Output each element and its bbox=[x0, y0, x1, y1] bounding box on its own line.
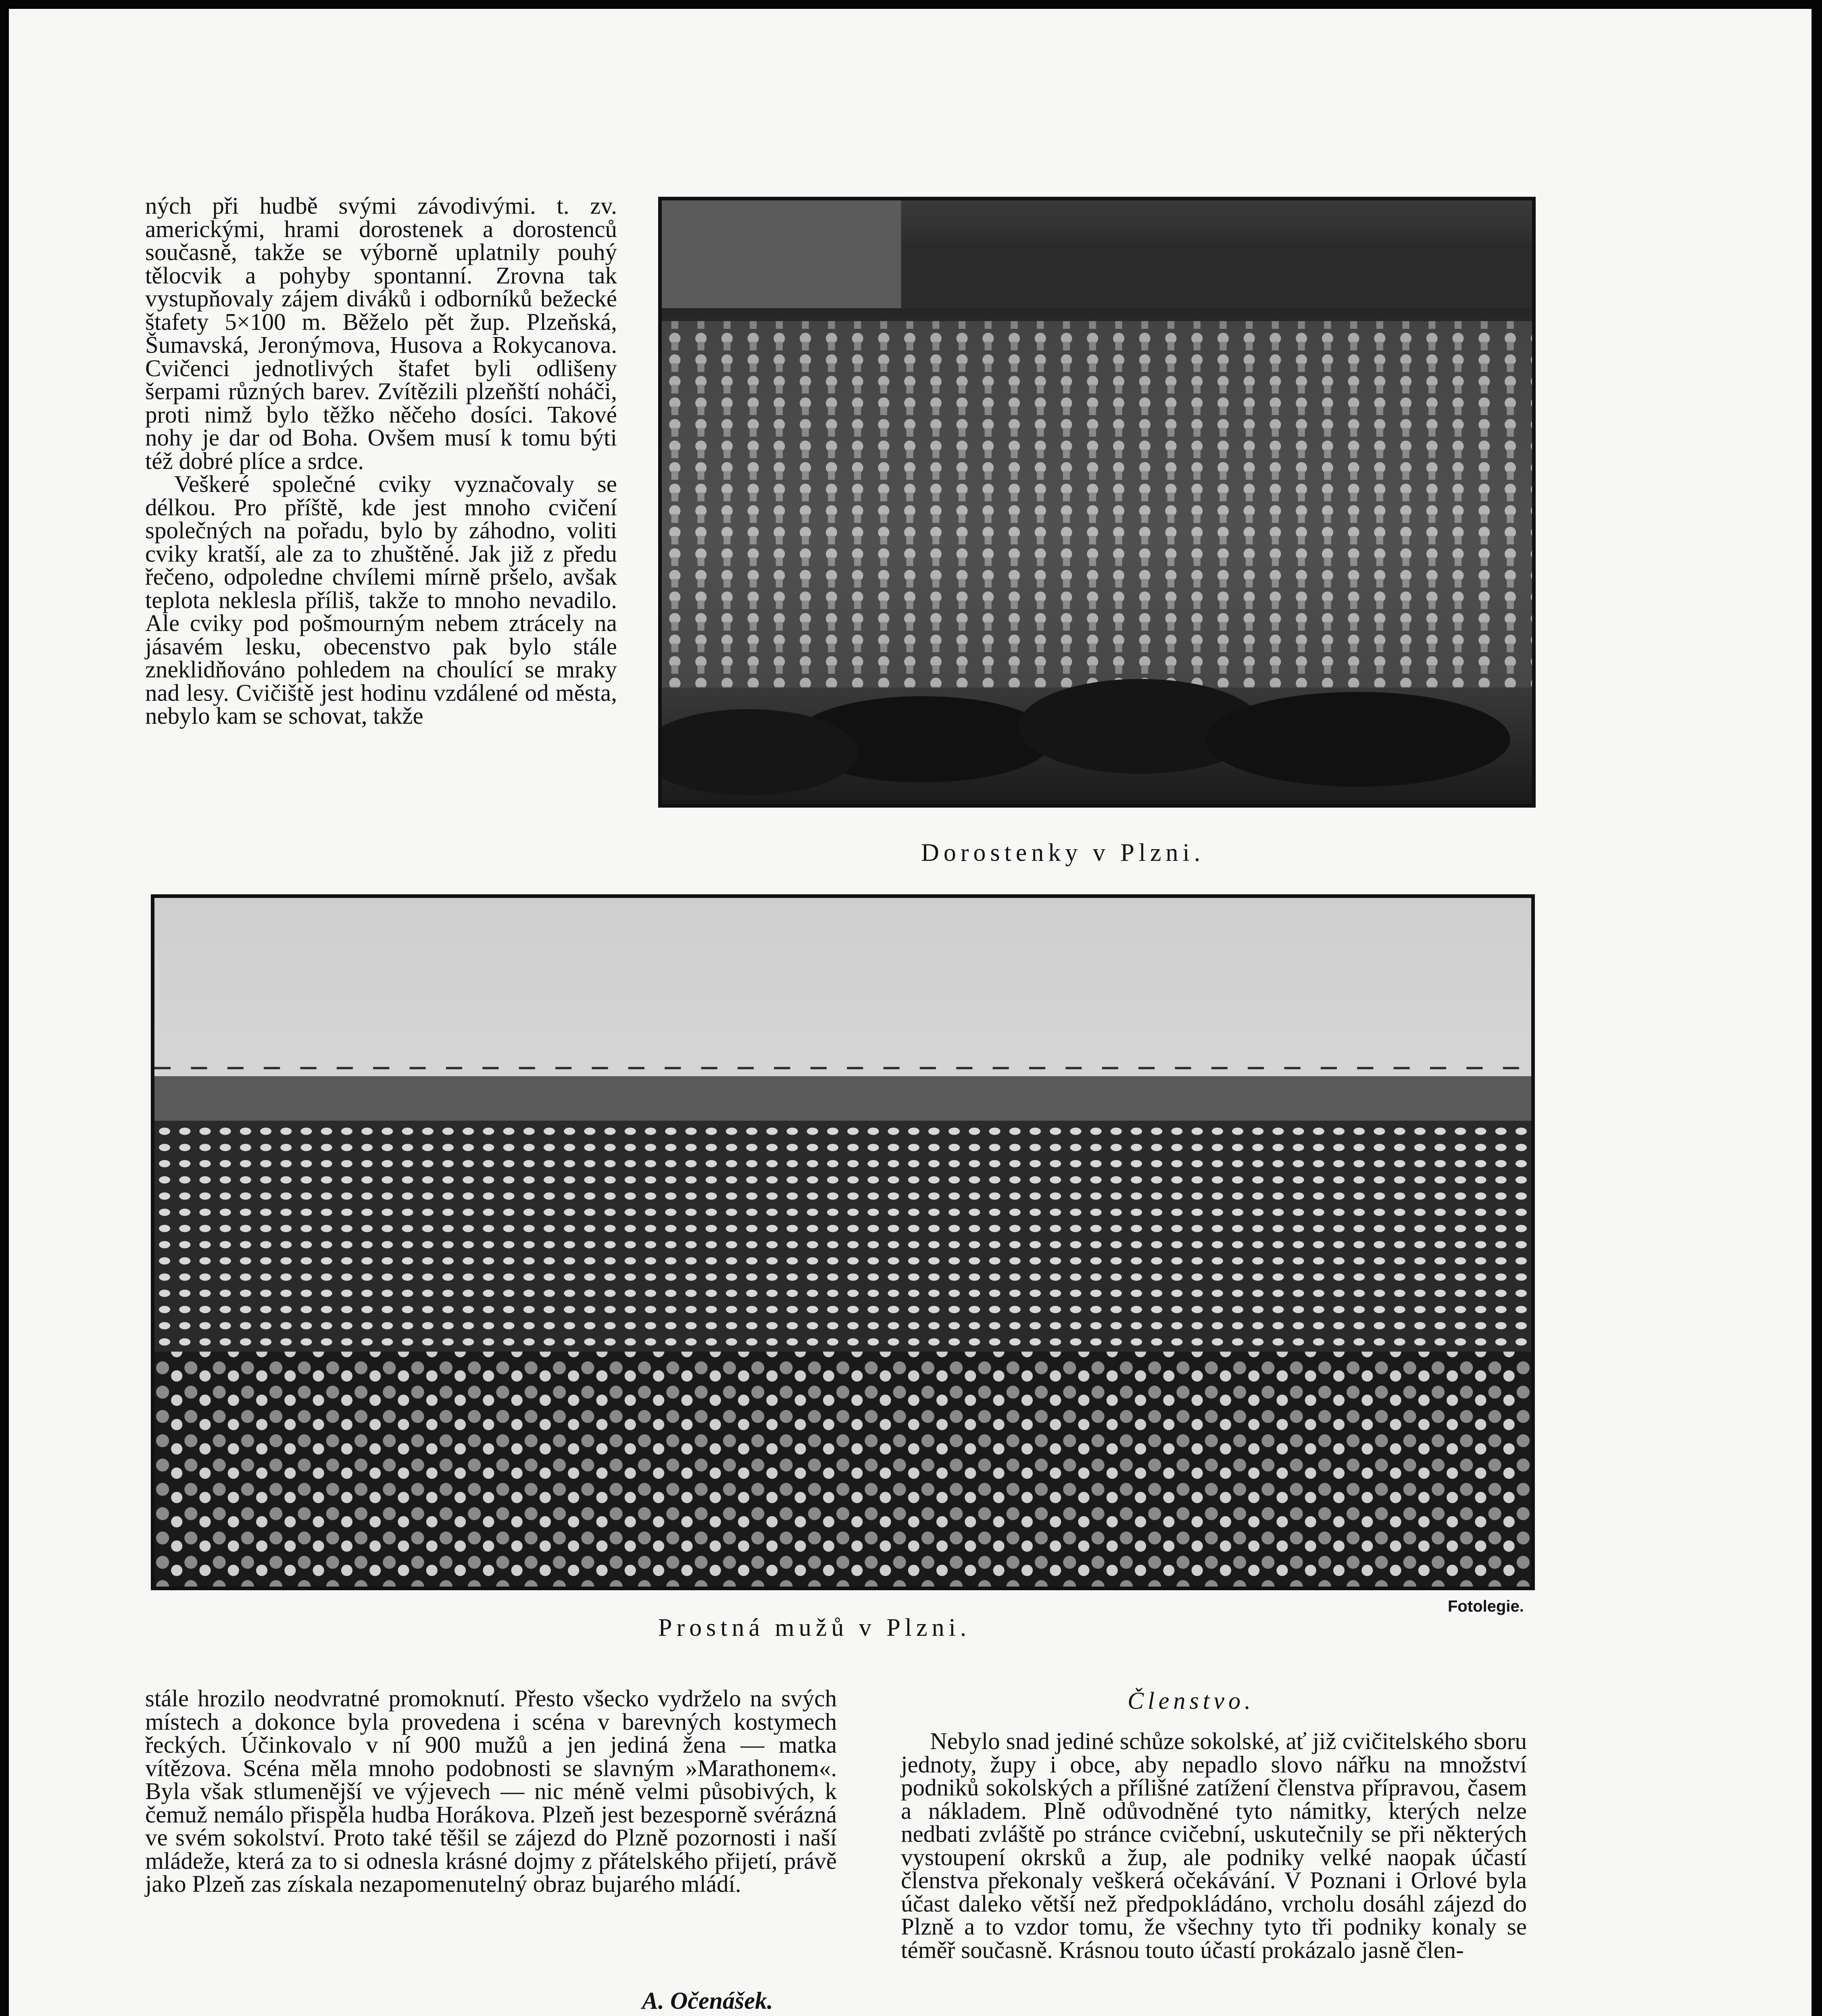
photo-prostna-muzu bbox=[151, 894, 1535, 1590]
paragraph: Nebylo snad jediné schůze sokolské, ať již cvičitelského sboru jednoty, župy i obce, aby nepadlo slovo nářku na množství podniků sokolských a přílišné zatížení členstva přípravou, časem a nákladem. Plně odůvodněné tyto námitky, kterých nelze nedbati zvláště po stránce cvičební, uskutečnily se při některých vystoupení okrsků a žup, ale podniky velké naopak účastí členstva překonaly veškerá očekávání. V Poznani i Orlové byla účast daleko větší než předpokládáno, vrcholu dosáhl zájezd do Plzně a to vzdor tomu, že všechny tyto tři podniky konaly se téměř současně. Krásnou touto účastí prokázalo jasně člen- bbox=[901, 1728, 1527, 1963]
paragraph: stále hrozilo neodvratné promoknutí. Přesto všecko vydrželo na svých místech a dokonce byla provedena i scéna v barevných kostymech řeckých. Účinkovalo v ní 900 mužů a jen jediná žena — matka vítězova. Scéna měla mnoho podobnosti se slavným »Marathonem«. Byla však stlumenější ve výjevech — nic méně velmi působivých, k čemuž nemálo přispěla hudba Horákova. Plzeň jest bezesporně svérázná ve svém sokolství. Proto také těšil se zájezd do Plzně pozornosti i naší mládeže, která za to si odnesla krásné dojmy z přátelského přijetí, právě jako Plzeň zas získala nezapomenutelný obraz bujarého mládí. bbox=[145, 1685, 837, 1897]
paragraph: Veškeré společné cviky vyznačovaly se délkou. Pro příště, kde jest mnoho cvičení společných na pořadu, bylo by záhodno, voliti cviky kratší, ale za to zhuštěné. Jak již z předu řečeno, odpoledne chvílemi mírně pršelo, avšak teplota neklesla příliš, takže to mnoho nevadilo. Ale cviky pod pošmourným nebem ztrácely na jásavém lesku, obecenstvo pak bylo stále zneklidňováno pohledem na choulící se mraky nad lesy. Cvičiště jest hodinu vzdálené od města, nebylo kam se schovat, takže bbox=[145, 471, 617, 729]
photo-caption-prostna: Prostná mužů v Plzni. bbox=[658, 1614, 971, 1641]
photo-dorostenky-image bbox=[662, 200, 1532, 804]
photo-dorostenky bbox=[658, 197, 1536, 808]
article-column-top-left bbox=[145, 194, 617, 728]
photo-prostna-image bbox=[154, 898, 1531, 1587]
photo-caption-dorostenky: Dorostenky v Plzni. bbox=[921, 839, 1205, 866]
section-heading-clenstvo: Členstvo. bbox=[1128, 1687, 1255, 1714]
photo-credit: Fotolegie. bbox=[1448, 1597, 1524, 1615]
paragraph: ných při hudbě svými závodivými. t. zv. americkými, hrami dorostenek a dorostenců současně, takže se výborně uplatnily pouhý tělocvik a pohyby spontanní. Zrovna tak vystupňovaly zájem diváků i odborníků bežecké štafety 5×100 m. Běželo pět žup. Plzeňská, Šumavská, Jeronýmova, Husova a Rokycanova. Cvičenci jednotlivých štafet byli odlišeny šerpami různých barev. Zvítězili plzeňští noháči, proti nimž bylo těžko něčeho dosíci. Takové nohy je dar od Boha. Ovšem musí k tomu býti též dobré plíce a srdce. bbox=[145, 192, 617, 474]
article-column-bottom-right bbox=[901, 1730, 1527, 1962]
article-column-bottom-left bbox=[145, 1687, 837, 1896]
author-signature: A. Očenášek. bbox=[642, 1987, 773, 2014]
magazine-page bbox=[9, 9, 1812, 2016]
